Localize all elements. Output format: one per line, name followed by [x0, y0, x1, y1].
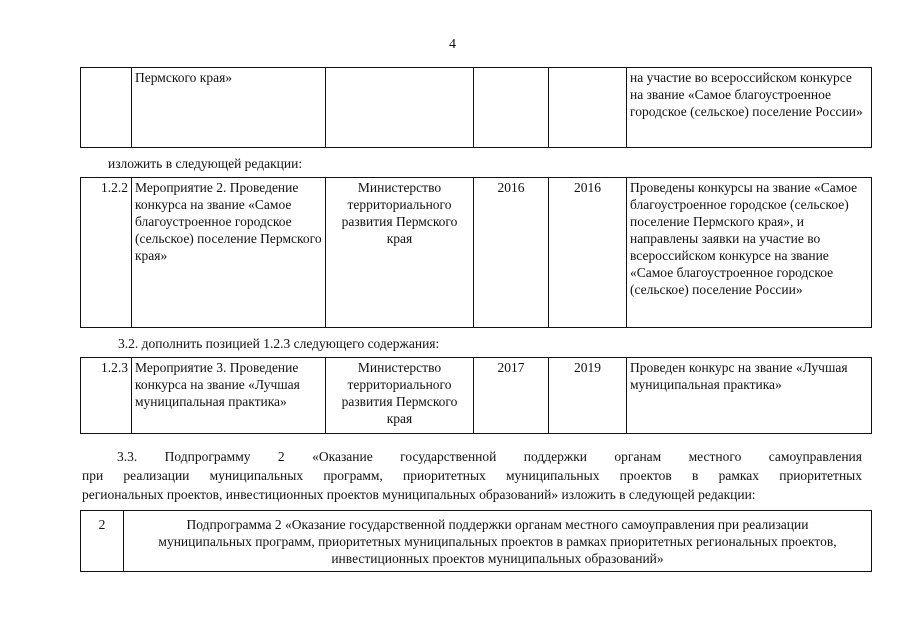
cell-start: 2016 — [474, 178, 549, 328]
cell-executor: Министерство территориального развития Пермского края — [326, 358, 474, 434]
cell-result: Проведены конкурсы на звание «Самое благоустроенное городское (сельское) поселение Пермского края», и направлены заявки на участие во всероссийском конкурсе на звание «Самое благоустроенное городское (сельское) поселение России» — [627, 178, 872, 328]
cell-num: 1.2.3 — [81, 358, 132, 434]
cell-start: 2017 — [474, 358, 549, 434]
cell-end — [549, 68, 627, 148]
cell-end: 2019 — [549, 358, 627, 434]
table-row-1-2-2 — [80, 177, 872, 328]
page-number: 4 — [449, 37, 456, 52]
cell-title: Подпрограмма 2 «Оказание государственной поддержки органам местного самоуправления при реализации муниципальных программ, приоритетных муниципальных проектов в рамках приоритетных региональных проектов, инвестиционных проектов муниципальных образований» — [124, 511, 872, 572]
cell-name: Мероприятие 3. Проведение конкурса на звание «Лучшая муниципальная практика» — [132, 358, 326, 434]
text-add-instruction: 3.2. дополнить позицией 1.2.3 следующего содержания: — [118, 336, 440, 351]
text-edit-instruction: изложить в следующей редакции: — [108, 156, 303, 171]
para-3-3-line-2: при реализации муниципальных программ, приоритетных муниципальных проектов в рамках приоритетных — [82, 468, 862, 483]
table-top-continuation — [80, 67, 872, 148]
cell-executor — [326, 68, 474, 148]
cell-result: Проведен конкурс на звание «Лучшая муниципальная практика» — [627, 358, 872, 434]
cell-executor: Министерство территориального развития Пермского края — [326, 178, 474, 328]
cell-name: Пермского края» — [132, 68, 326, 148]
table-subprogram-2 — [80, 510, 872, 572]
cell-num: 1.2.2 — [81, 178, 132, 328]
cell-num: 2 — [81, 511, 124, 572]
para-3-3-line-3: региональных проектов, инвестиционных проектов муниципальных образований» изложить в следующей редакции: — [82, 487, 756, 502]
cell-start — [474, 68, 549, 148]
cell-name: Мероприятие 2. Проведение конкурса на звание «Самое благоустроенное городское (сельское) поселение Пермского края» — [132, 178, 326, 328]
cell-end: 2016 — [549, 178, 627, 328]
para-3-3-line-1: 3.3. Подпрограмму 2 «Оказание государственной поддержки органам местного самоуправления — [117, 449, 862, 464]
cell-num — [81, 68, 132, 148]
table-row-1-2-3 — [80, 357, 872, 434]
cell-result: на участие во всероссийском конкурсе на звание «Самое благоустроенное городское (сельское) поселение России» — [627, 68, 872, 148]
